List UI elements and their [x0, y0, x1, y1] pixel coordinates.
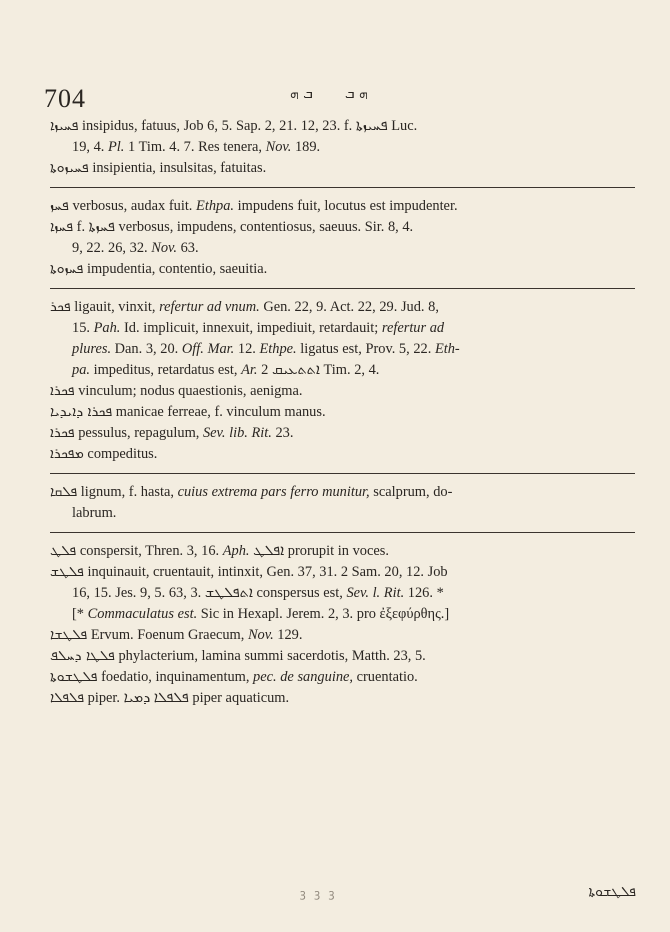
entry-line	[50, 667, 640, 688]
running-head-letter-left: ܒ ܗ	[290, 86, 313, 102]
definition-text: phylacterium, lamina summi sacerdotis, Matth. 23, 5.	[114, 648, 426, 664]
definition-text: pa. impeditus, retardatus est, Ar. ܐܬܬܥܝܩ 2 Tim. 2, 4.	[72, 362, 380, 378]
entry-line	[50, 402, 640, 423]
entry-section	[50, 482, 640, 524]
entry-section	[50, 541, 640, 709]
definition-text: 15. Pah. Id. implicuit, innexuit, impediuit, retardauit; refertur ad	[72, 320, 445, 336]
entry-line	[50, 503, 640, 524]
entry-line	[50, 217, 640, 238]
entry-line	[50, 688, 640, 709]
definition-text: 16, 15. Jes. 9, 5. 63, 3. ܐܬܦܠܛܫ conspersus est, Sev. l. Rit. 126. *	[72, 585, 444, 601]
definition-text: lignum, f. hasta, cuius extrema pars ferro munitur, scalprum, do-	[80, 484, 453, 500]
headword: ܦܠܛܫܐ	[50, 627, 88, 643]
entry-line	[50, 158, 640, 179]
definition-text: pessulus, repagulum, Sev. lib. Rit. 23.	[78, 425, 294, 441]
section-divider	[50, 187, 635, 188]
definition-text: 9, 22. 26, 32. Nov. 63.	[72, 240, 199, 256]
headword: ܡܦܟܪܐ	[50, 446, 84, 462]
definition-text: compeditus.	[83, 446, 158, 462]
headword: ܦܚܙ	[50, 198, 69, 214]
headword: ܦܚܝܙܐ	[50, 118, 79, 134]
headword: ܦܠܛܐ ܕܚܠܦ	[50, 648, 115, 664]
entry-line	[50, 259, 640, 280]
headword: ܦܟܪ	[50, 299, 71, 315]
definition-text: impudentia, contentio, saeuitia.	[83, 261, 268, 277]
entry-line	[50, 583, 640, 604]
entry-line	[50, 562, 640, 583]
entry-line	[50, 541, 640, 562]
entry-line	[50, 238, 640, 259]
headword: ܦܚܙܐ	[50, 219, 74, 235]
page-number: 704	[44, 84, 86, 113]
headword: ܦܚܙܘܬܐ	[50, 261, 84, 277]
headword: ܦܠܩܐ	[50, 484, 78, 500]
definition-text: insipientia, insulsitas, fatuitas.	[88, 160, 267, 176]
definition-text: plures. Dan. 3, 20. Off. Mar. 12. Ethpe. ligatus est, Prov. 5, 22. Eth-	[72, 341, 460, 357]
catchword: ܦܠܛܫܘܬܐ	[588, 884, 636, 900]
definition-text: foedatio, inquinamentum, pec. de sanguine, cruentatio.	[101, 669, 418, 685]
entry-line	[50, 444, 640, 465]
entry-line	[50, 646, 640, 667]
definition-text: verbosus, audax fuit. Ethpa. impudens fuit, locutus est impudenter.	[72, 198, 458, 214]
headword: ܦܟܪܐ	[50, 383, 75, 399]
headword: ܦܚܝܙܘܬܐ	[50, 160, 89, 176]
entry-line	[50, 297, 640, 318]
entry-line	[50, 116, 640, 137]
entry-line	[50, 604, 640, 625]
entry-section	[50, 196, 640, 280]
definition-text: inquinauit, cruentauit, intinxit, Gen. 37, 31. 2 Sam. 20, 12. Job	[83, 564, 448, 580]
entry-section	[50, 116, 640, 179]
entry-line	[50, 381, 640, 402]
definition-text: Ervum. Foenum Graecum, Nov. 129.	[90, 627, 303, 643]
definition-text: insipidus, fatuus, Job 6, 5. Sap. 2, 21. 12, 23. f. ܦܚܝܙܬܐ Luc.	[78, 118, 418, 134]
definition-text: manicae ferreae, f. vinculum manus.	[112, 404, 326, 420]
definition-text: conspersit, Thren. 3, 16. Aph. ܐܦܠܛ prorupit in voces.	[79, 543, 389, 559]
headword: ܦܠܛܫ	[50, 564, 84, 580]
entry-section	[50, 297, 640, 465]
section-divider	[50, 532, 635, 533]
running-head-letter-right: ܗ ܒ	[345, 86, 368, 102]
definition-text: labrum.	[72, 505, 117, 521]
headword: ܦܠܦܠܐ	[50, 690, 85, 706]
headword: ܦܠܛ	[50, 543, 77, 559]
definition-text: [* Commaculatus est. Sic in Hexapl. Jerem. 2, 3. pro ἐξεφύρθης.]	[72, 606, 450, 622]
section-divider	[50, 288, 635, 289]
definition-text: piper. ܦܠܦܠܐ ܕܡܝܐ piper aquaticum.	[84, 690, 290, 706]
dictionary-body	[50, 116, 640, 709]
page-footer	[50, 886, 640, 906]
headword: ܦܠܛܫܘܬܐ	[50, 669, 98, 685]
entry-line	[50, 423, 640, 444]
entry-line	[50, 318, 640, 339]
definition-text: f. ܦܚܙܬܐ verbosus, impudens, contentiosus, saeuus. Sir. 8, 4.	[73, 219, 414, 235]
entry-line	[50, 482, 640, 503]
definition-text: ligauit, vinxit, refertur ad vnum. Gen. 22, 9. Act. 22, 29. Jud. 8,	[74, 299, 439, 315]
headword: ܦܟܪܐ	[50, 425, 75, 441]
section-divider	[50, 473, 635, 474]
headword: ܦܟܪܐ ܕܐܝܕܝܐ	[50, 404, 113, 420]
entry-line	[50, 196, 640, 217]
definition-text: vinculum; nodus quaestionis, aenigma.	[74, 383, 303, 399]
signature-mark: ꝫ ꝫ ꝫ	[300, 888, 338, 900]
definition-text: 19, 4. Pl. 1 Tim. 4. 7. Res tenera, Nov. 189.	[72, 139, 321, 155]
entry-line	[50, 137, 640, 158]
entry-line	[50, 360, 640, 381]
entry-line	[50, 339, 640, 360]
entry-line	[50, 625, 640, 646]
